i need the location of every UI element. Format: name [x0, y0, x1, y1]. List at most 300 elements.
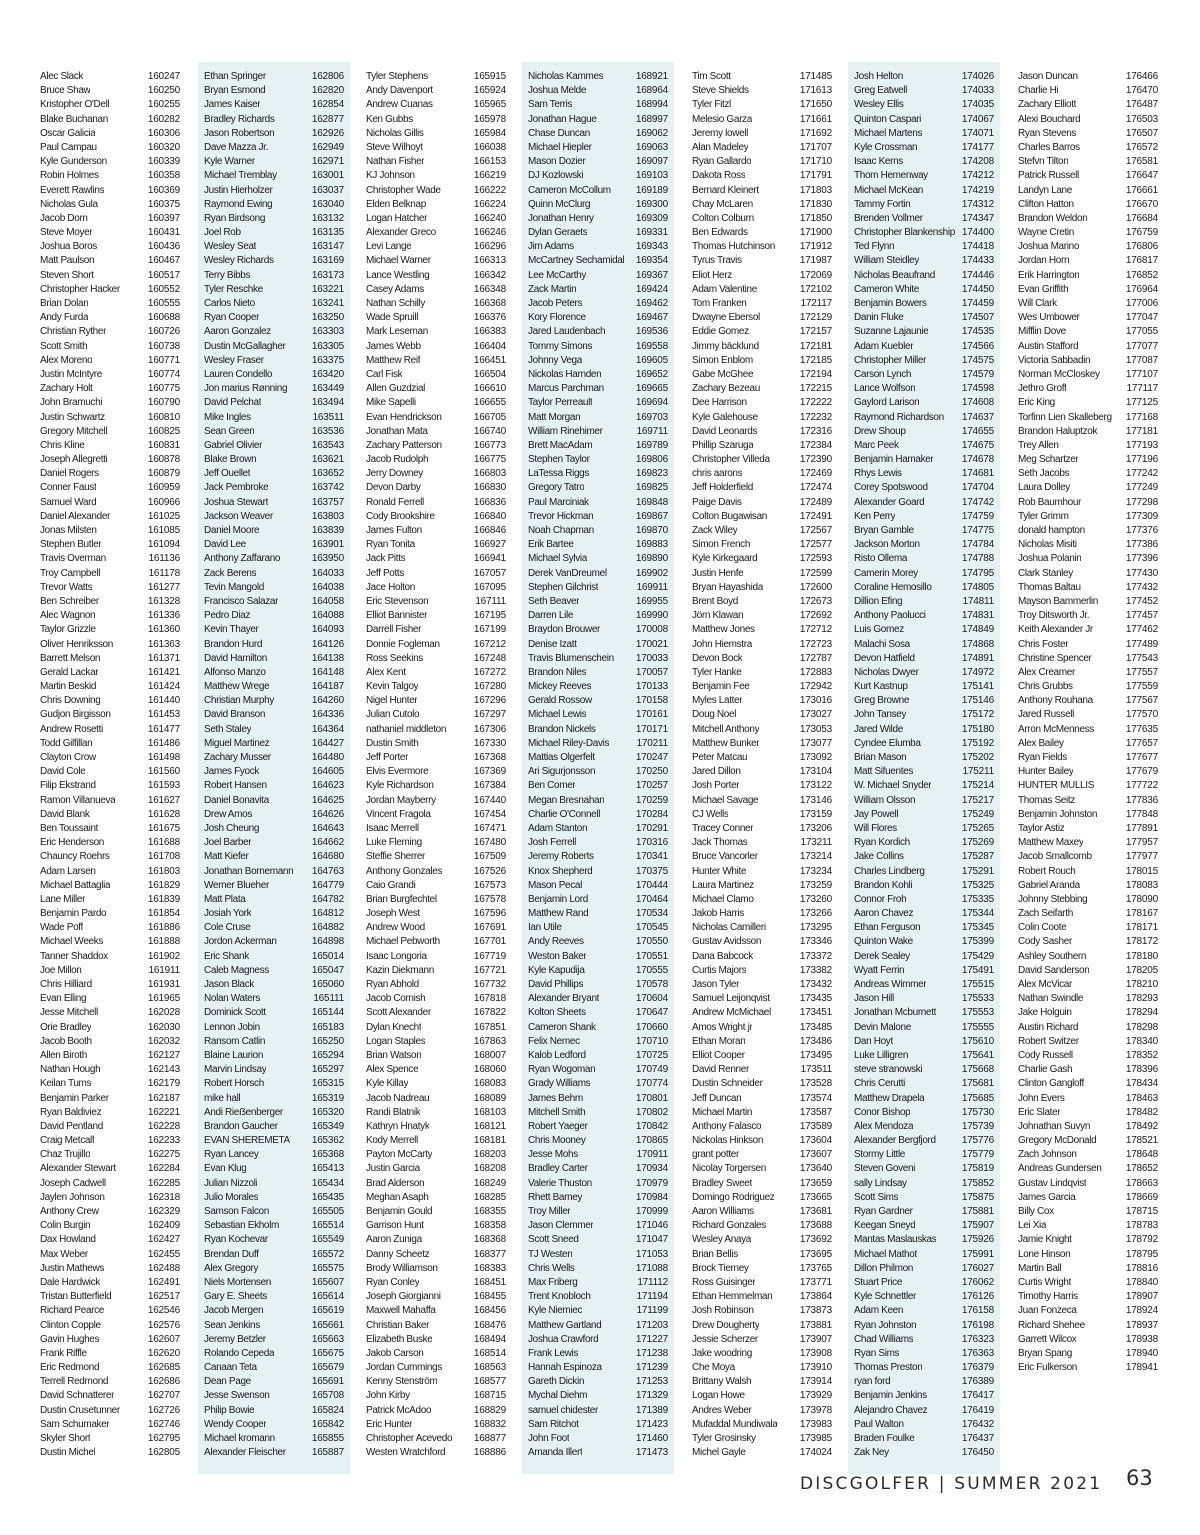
member-name: Michael Riley-Davis: [528, 737, 610, 749]
member-number: 164364: [311, 723, 344, 735]
member-number: 172185: [799, 354, 832, 366]
member-name: Brian Mason: [854, 752, 907, 763]
member-name: Oscar Galicia: [40, 127, 96, 139]
member-name: Wesley Ellis: [854, 99, 904, 111]
member-row: [854, 978, 994, 992]
member-row: [692, 1375, 832, 1389]
member-row: [366, 609, 506, 623]
member-row: [528, 779, 668, 793]
member-number: 169806: [635, 454, 668, 466]
member-name: Adam Stanton: [528, 822, 588, 834]
member-name: Ryan Birdsong: [204, 212, 266, 224]
member-row: [40, 1092, 180, 1106]
member-name: Taylor Perreault: [528, 397, 593, 409]
member-name: Benjamin Hamaker: [854, 454, 934, 466]
member-number: 165183: [311, 1021, 344, 1033]
member-number: 163250: [311, 312, 344, 324]
member-number: 176661: [1125, 184, 1158, 196]
member-name: Paul Walton: [854, 1418, 904, 1430]
member-name: Dylan Geraets: [528, 227, 588, 239]
member-number: 178521: [1125, 1135, 1158, 1147]
member-name: Mickey Reeves: [528, 681, 592, 693]
member-row: [854, 226, 994, 240]
member-number: 172489: [799, 496, 832, 508]
member-number: 177570: [1125, 709, 1158, 721]
member-row: [366, 850, 506, 864]
member-row: [854, 1262, 994, 1276]
member-number: 168083: [473, 1078, 506, 1090]
member-name: Orie Bradley: [40, 1021, 92, 1033]
member-row: [528, 538, 668, 552]
member-number: 173092: [799, 752, 832, 763]
member-row: [692, 1446, 832, 1460]
member-name: Matthew Jones: [692, 624, 755, 636]
member-number: 174459: [961, 298, 994, 309]
member-name: Curtis Majors: [692, 964, 747, 976]
member-number: 166941: [473, 553, 506, 565]
member-row: [692, 1248, 832, 1262]
member-row: [40, 935, 180, 949]
member-name: Aaron Zuniga: [366, 1234, 422, 1246]
member-number: 164260: [311, 695, 344, 707]
member-number: 170250: [635, 766, 668, 778]
member-number: 164782: [311, 893, 344, 905]
member-name: Steve Shields: [692, 85, 749, 97]
member-row: [204, 893, 344, 907]
member-number: 165294: [311, 1049, 344, 1061]
member-name: Valerie Thuston: [528, 1177, 592, 1189]
member-number: 160467: [147, 255, 180, 267]
member-name: McCartney Sechamidal: [528, 255, 625, 267]
member-name: Clinton Gangloff: [1018, 1078, 1084, 1090]
member-number: 177055: [1125, 326, 1158, 338]
member-row: [204, 822, 344, 836]
member-row: [528, 652, 668, 666]
member-number: 161688: [147, 837, 180, 849]
member-number: 170284: [635, 808, 668, 820]
member-name: Marvin Lindsay: [204, 1064, 267, 1076]
member-row: [528, 723, 668, 737]
member-name: LaTessa Riggs: [528, 468, 590, 480]
member-row: [40, 1035, 180, 1049]
member-row: [366, 794, 506, 808]
member-number: 162318: [147, 1191, 180, 1203]
member-number: 165413: [311, 1163, 344, 1175]
member-row: [204, 581, 344, 595]
member-number: 172593: [799, 553, 832, 565]
member-number: 170999: [635, 1206, 668, 1217]
member-number: 174637: [961, 411, 994, 423]
member-row: [528, 751, 668, 765]
member-number: 162030: [147, 1021, 180, 1033]
member-name: Robert Horsch: [204, 1078, 264, 1090]
member-number: 171485: [799, 71, 832, 82]
member-number: 170604: [635, 993, 668, 1005]
member-number: 161560: [147, 766, 180, 778]
member-name: EVAN SHEREMETA: [204, 1135, 290, 1147]
member-number: 175192: [961, 737, 994, 749]
member-row: [692, 992, 832, 1006]
member-name: Allen Guzdzial: [366, 383, 426, 395]
member-row: [366, 737, 506, 751]
member-number: 171194: [636, 1291, 668, 1303]
member-row: [204, 1035, 344, 1049]
member-row: [1018, 935, 1158, 949]
member-row: [366, 1290, 506, 1304]
member-name: Jeff Ouellet: [204, 468, 251, 480]
member-name: Logan Hatcher: [366, 212, 428, 224]
member-name: David Leonards: [692, 425, 758, 437]
member-row: [528, 935, 668, 949]
member-name: Wesley Anaya: [692, 1234, 751, 1246]
member-row: [528, 879, 668, 893]
member-row: [692, 297, 832, 311]
member-name: Zachary Musser: [204, 752, 271, 763]
member-number: 170375: [635, 865, 668, 877]
member-name: Brock Tierney: [692, 1262, 749, 1274]
member-row: [528, 1333, 668, 1347]
member-row: [854, 240, 994, 254]
member-name: Troy Miller: [528, 1206, 571, 1217]
member-name: Laura Dolley: [1018, 482, 1070, 494]
member-number: 175881: [961, 1206, 994, 1217]
member-name: Dean Page: [204, 1376, 251, 1388]
member-row: [40, 382, 180, 396]
member-number: 175776: [961, 1135, 994, 1147]
member-row: [692, 141, 832, 155]
member-name: Drew Dougherty: [692, 1319, 760, 1331]
member-row: [528, 467, 668, 481]
member-name: Gudjon Birgisson: [40, 709, 111, 721]
member-name: John Bramuchi: [40, 397, 103, 409]
member-name: Robert Switzer: [1018, 1035, 1079, 1047]
member-number: 165978: [473, 113, 506, 125]
member-number: 167384: [473, 780, 506, 792]
member-row: [528, 496, 668, 510]
member-number: 167509: [473, 851, 506, 863]
member-number: 174579: [961, 368, 994, 380]
member-number: 166368: [473, 298, 506, 309]
member-number: 173659: [799, 1177, 832, 1189]
member-row: [366, 467, 506, 481]
member-row: [854, 1092, 994, 1106]
member-name: David Pentland: [40, 1120, 103, 1132]
member-row: [366, 865, 506, 879]
member-row: [40, 1162, 180, 1176]
member-row: [204, 1361, 344, 1375]
member-row: [692, 921, 832, 935]
member-name: Keilan Tums: [40, 1078, 92, 1090]
member-name: Stuart Price: [854, 1276, 903, 1288]
member-number: 171053: [635, 1248, 668, 1260]
member-row: [692, 311, 832, 325]
member-name: Jason Hill: [854, 993, 894, 1005]
member-number: 168494: [473, 1333, 506, 1345]
member-row: [204, 354, 344, 368]
member-number: 172673: [799, 595, 832, 607]
member-row: [204, 680, 344, 694]
member-name: Eric Fulkerson: [1018, 1362, 1078, 1374]
member-name: Chris Kline: [40, 439, 85, 451]
member-row: [692, 1404, 832, 1418]
member-name: Torfinn Lien Skalleberg: [1018, 411, 1112, 423]
member-name: Logan Staples: [366, 1035, 426, 1047]
member-name: Julian Cutolo: [366, 709, 420, 721]
member-row: [1018, 836, 1158, 850]
member-number: 174535: [961, 326, 994, 338]
member-row: [692, 765, 832, 779]
member-name: Zach Johnson: [1018, 1149, 1077, 1161]
member-number: 174177: [961, 141, 994, 153]
member-row: [528, 212, 668, 226]
member-name: Norman McCloskey: [1018, 368, 1100, 380]
member-number: 163173: [311, 269, 344, 281]
member-number: 162275: [147, 1149, 180, 1161]
member-name: Joshua Boros: [40, 241, 97, 253]
member-name: Jacob Booth: [40, 1035, 92, 1047]
member-name: Alexander Stewart: [40, 1163, 116, 1175]
member-name: Paul Marciniak: [528, 496, 589, 508]
member-row: [40, 638, 180, 652]
member-name: CJ Wells: [692, 808, 729, 820]
member-number: 163305: [311, 340, 344, 352]
member-name: Robert Rouch: [1018, 865, 1076, 877]
member-number: 169665: [635, 383, 668, 395]
member-name: Bradley Carter: [528, 1163, 588, 1175]
member-name: Joshua Crawford: [528, 1333, 599, 1345]
member-name: Anthony Paolucci: [854, 610, 926, 622]
member-row: [528, 794, 668, 808]
member-name: Cameron McCollum: [528, 184, 611, 196]
member-row: [528, 1233, 668, 1247]
member-name: Wesley Fraser: [204, 354, 264, 366]
member-number: 166240: [473, 212, 506, 224]
member-number: 177298: [1125, 496, 1158, 508]
member-row: [528, 254, 668, 268]
member-row: [40, 70, 180, 84]
member-number: 178340: [1125, 1035, 1158, 1047]
member-number: 173485: [799, 1021, 832, 1033]
member-name: Brendan Duff: [204, 1248, 259, 1260]
member-row: [40, 283, 180, 297]
member-number: 161328: [147, 595, 180, 607]
member-number: 160517: [147, 269, 180, 281]
member-number: 171329: [635, 1390, 668, 1402]
member-number: 173864: [799, 1291, 832, 1303]
member-row: [40, 510, 180, 524]
member-number: 161277: [147, 581, 180, 593]
member-row: [854, 1106, 994, 1120]
member-number: 174575: [961, 354, 994, 366]
member-number: 162877: [311, 113, 344, 125]
member-row: [692, 595, 832, 609]
member-row: [692, 808, 832, 822]
member-name: DJ Kozlowski: [528, 170, 584, 182]
member-number: 178941: [1125, 1362, 1158, 1374]
member-number: 173382: [799, 964, 832, 976]
member-name: Jonathan Hague: [528, 113, 597, 125]
member-number: 169694: [635, 397, 668, 409]
member-number: 165679: [311, 1362, 344, 1374]
member-number: 160555: [147, 298, 180, 309]
member-row: [528, 1134, 668, 1148]
member-name: Jordon Ackerman: [204, 936, 277, 948]
member-row: [204, 226, 344, 240]
member-row: [366, 198, 506, 212]
member-number: 170211: [636, 737, 668, 749]
member-row: [366, 1006, 506, 1020]
member-number: 167280: [473, 681, 506, 693]
member-number: 175325: [961, 879, 994, 891]
member-row: [204, 1404, 344, 1418]
member-number: 160369: [147, 184, 180, 196]
member-row: [204, 1205, 344, 1219]
member-row: [854, 1134, 994, 1148]
member-row: [40, 1177, 180, 1191]
member-name: Juan Fonzeca: [1018, 1305, 1077, 1317]
member-row: [204, 1333, 344, 1347]
member-number: 166313: [473, 255, 506, 267]
member-row: [528, 127, 668, 141]
member-number: 178015: [1125, 865, 1158, 877]
member-row: [1018, 652, 1158, 666]
member-row: [1018, 694, 1158, 708]
member-name: Victoria Sabbadin: [1018, 354, 1091, 366]
member-name: John Evers: [1018, 1092, 1065, 1104]
member-number: 173881: [799, 1319, 832, 1331]
member-column-4: [522, 62, 674, 1474]
member-row: [528, 425, 668, 439]
member-number: 173985: [799, 1433, 832, 1444]
member-row: [366, 1404, 506, 1418]
member-name: Hannah Espinoza: [528, 1362, 602, 1374]
member-row: [204, 567, 344, 581]
member-number: 163757: [311, 496, 344, 508]
member-name: Colton Colburn: [692, 212, 754, 224]
member-name: Thomas Preston: [854, 1362, 923, 1374]
member-row: [366, 510, 506, 524]
member-row: [854, 538, 994, 552]
member-name: Kalob Ledford: [528, 1049, 586, 1061]
member-number: 161498: [147, 752, 180, 763]
member-name: Jeff Duncan: [692, 1092, 742, 1104]
member-number: 162607: [147, 1333, 180, 1345]
member-name: Brittany Walsh: [692, 1376, 752, 1388]
member-name: Brian Watson: [366, 1049, 422, 1061]
member-number: 168994: [635, 99, 668, 111]
member-number: 162491: [147, 1276, 180, 1288]
member-number: 176198: [961, 1319, 994, 1331]
member-row: [692, 1021, 832, 1035]
member-name: Carlos Nieto: [204, 298, 255, 309]
member-number: 161178: [148, 567, 180, 579]
member-name: Gareth Dickin: [528, 1376, 585, 1388]
member-row: [366, 567, 506, 581]
member-row: [854, 382, 994, 396]
member-row: [366, 694, 506, 708]
member-row: [854, 1233, 994, 1247]
member-row: [692, 1049, 832, 1063]
member-name: Elvis Evermore: [366, 766, 429, 778]
member-name: Isaac Merrell: [366, 822, 419, 834]
member-row: [366, 765, 506, 779]
member-name: Zack Wiley: [692, 525, 738, 536]
member-name: Nicholas Beaufrand: [854, 269, 935, 281]
member-number: 173665: [799, 1191, 832, 1203]
member-row: [204, 723, 344, 737]
member-row: [1018, 538, 1158, 552]
member-number: 176852: [1125, 269, 1158, 281]
member-row: [204, 439, 344, 453]
member-row: [204, 1319, 344, 1333]
member-row: [204, 907, 344, 921]
member-row: [528, 978, 668, 992]
member-row: [366, 1021, 506, 1035]
member-number: 173259: [799, 879, 832, 891]
member-number: 161888: [147, 936, 180, 948]
member-row: [204, 1304, 344, 1318]
member-name: Jonathan Mcburnett: [854, 1007, 937, 1019]
member-row: [854, 311, 994, 325]
member-number: 162427: [147, 1234, 180, 1246]
member-name: David Schnatterer: [40, 1390, 115, 1402]
member-number: 162746: [147, 1418, 180, 1430]
member-row: [40, 127, 180, 141]
member-number: 172215: [799, 383, 832, 395]
member-row: [692, 439, 832, 453]
member-name: Brenden Vollmer: [854, 212, 923, 224]
member-number: 175730: [961, 1106, 994, 1118]
member-name: Anthony Rouhana: [1018, 695, 1093, 707]
member-number: 167573: [473, 879, 506, 891]
member-row: [528, 1063, 668, 1077]
member-name: Myles Latter: [692, 695, 743, 707]
member-row: [40, 694, 180, 708]
member-row: [1018, 1035, 1158, 1049]
member-name: Michael Sylvia: [528, 553, 588, 565]
member-row: [528, 1092, 668, 1106]
member-name: Josh Cheung: [204, 822, 260, 834]
member-name: Trevor Hickman: [528, 510, 594, 522]
member-row: [366, 652, 506, 666]
member-number: 170534: [635, 908, 668, 920]
member-name: Andrew Rosetti: [40, 723, 103, 735]
member-row: [366, 1319, 506, 1333]
member-number: 170842: [635, 1120, 668, 1132]
member-number: 178352: [1125, 1049, 1158, 1061]
member-row: [692, 510, 832, 524]
member-name: Jaylen Johnson: [40, 1191, 105, 1203]
member-row: [366, 1248, 506, 1262]
member-number: 178463: [1125, 1092, 1158, 1104]
member-number: 170008: [635, 624, 668, 636]
member-row: [528, 325, 668, 339]
member-number: 173214: [799, 851, 832, 863]
member-name: Mayson Bammerlin: [1018, 595, 1098, 607]
member-name: Ken Perry: [854, 510, 896, 522]
member-number: 176470: [1125, 85, 1158, 97]
member-number: 173451: [799, 1007, 832, 1019]
member-row: [854, 269, 994, 283]
member-row: [692, 708, 832, 722]
member-row: [1018, 808, 1158, 822]
member-name: Mason Dozier: [528, 156, 586, 168]
member-row: [528, 808, 668, 822]
member-number: 160771: [147, 354, 180, 366]
member-name: Christopher Villeda: [692, 454, 770, 466]
member-number: 177430: [1125, 567, 1158, 579]
member-row: [1018, 850, 1158, 864]
